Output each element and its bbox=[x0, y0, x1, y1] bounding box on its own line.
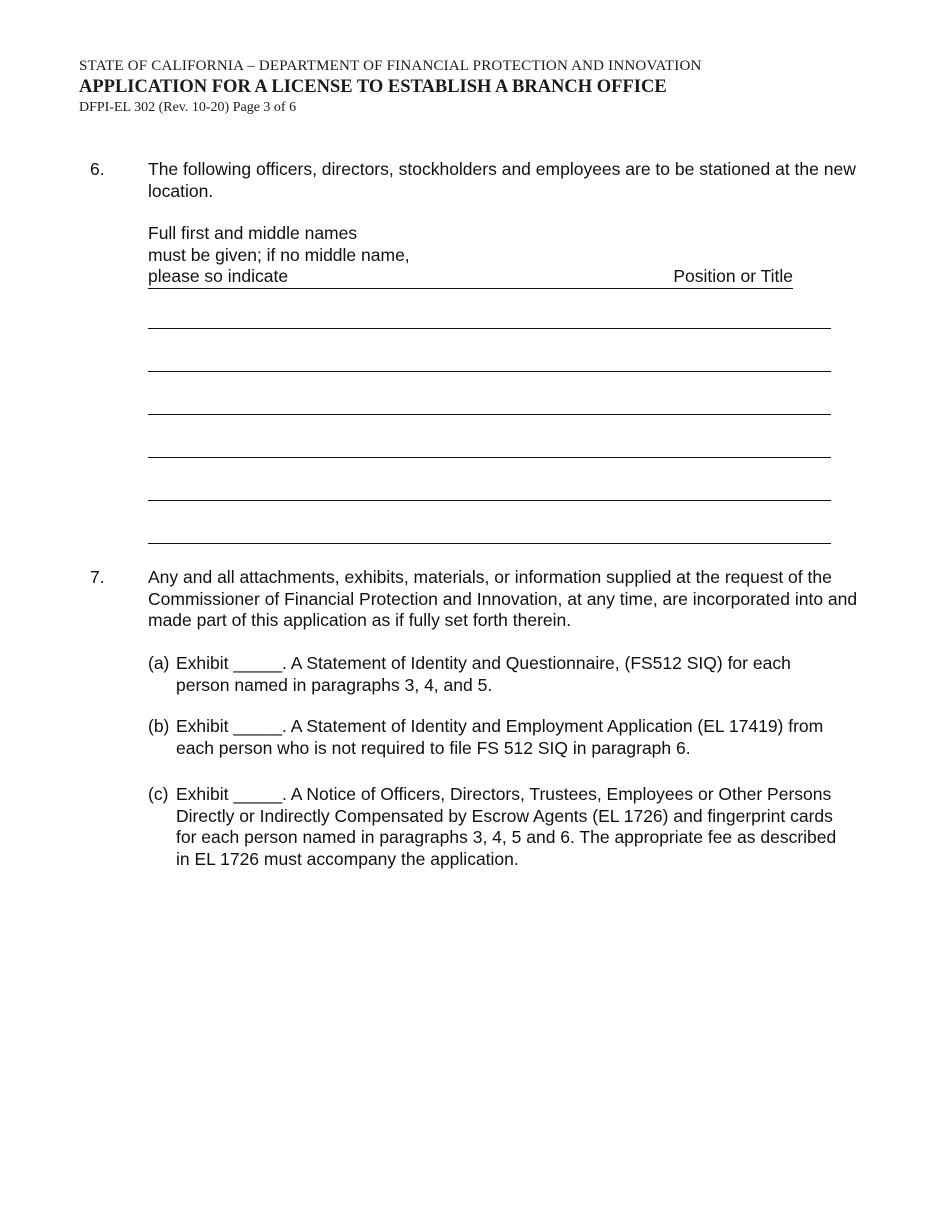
names-header-line-1: Full first and middle names bbox=[148, 223, 358, 243]
form-number: DFPI-EL 302 (Rev. 10-20) Page 3 of 6 bbox=[79, 100, 297, 115]
personnel-entry-line-5[interactable] bbox=[148, 500, 831, 501]
form-title: APPLICATION FOR A LICENSE TO ESTABLISH A BRANCH OFFICE bbox=[79, 77, 667, 97]
personnel-column-headers bbox=[148, 223, 793, 289]
item-7-number: 7. bbox=[90, 567, 105, 587]
personnel-entry-line-6[interactable] bbox=[148, 543, 831, 544]
item-6-text: The following officers, directors, stockholders and employees are to be stationed at the new location. bbox=[148, 159, 856, 201]
exhibit-c-label: (c) bbox=[148, 784, 169, 804]
exhibit-a-line-2: person named in paragraphs 3, 4, and 5. bbox=[176, 674, 493, 695]
exhibit-c-line-1: Exhibit _____. A Notice of Officers, Directors, Trustees, Employees or Other Persons bbox=[176, 784, 832, 804]
personnel-entry-line-2[interactable] bbox=[148, 371, 831, 372]
exhibit-b-label: (b) bbox=[148, 716, 170, 736]
exhibit-c bbox=[148, 784, 893, 870]
names-header-line-2: must be given; if no middle name, bbox=[148, 244, 410, 265]
exhibit-c-line-3: for each person named in paragraphs 3, 4, 5 and 6. The appropriate fee as described bbox=[176, 827, 837, 847]
exhibit-c-line-4: in EL 1726 must accompany the application. bbox=[176, 848, 519, 869]
item-6-number: 6. bbox=[90, 159, 105, 179]
exhibit-a-line-1: Exhibit _____. A Statement of Identity and Questionnaire, (FS512 SIQ) for each bbox=[176, 653, 791, 673]
names-header-line-3: please so indicate bbox=[148, 266, 289, 286]
page-header bbox=[79, 56, 702, 118]
personnel-entry-line-4[interactable] bbox=[148, 457, 831, 458]
exhibit-b bbox=[148, 716, 893, 759]
personnel-entry-line-3[interactable] bbox=[148, 414, 831, 415]
personnel-entry-line-1[interactable] bbox=[148, 328, 831, 329]
exhibit-b-line-1: Exhibit _____. A Statement of Identity and Employment Application (EL 17419) from bbox=[176, 716, 824, 736]
exhibit-a bbox=[148, 653, 893, 696]
exhibit-b-line-2: each person who is not required to file FS 512 SIQ in paragraph 6. bbox=[176, 737, 691, 758]
exhibit-a-label: (a) bbox=[148, 653, 170, 673]
agency-name: STATE OF CALIFORNIA – DEPARTMENT OF FINANCIAL PROTECTION AND INNOVATION bbox=[79, 58, 702, 74]
item-7-text: Any and all attachments, exhibits, materials, or information supplied at the request of the Commissioner of Financial Protection and Innovation, at any time, are incorporated into and made part of this application as if fully set forth therein. bbox=[148, 567, 858, 630]
exhibit-c-line-2: Directly or Indirectly Compensated by Escrow Agents (EL 1726) and fingerprint cards bbox=[176, 805, 833, 826]
position-header: Position or Title bbox=[673, 266, 793, 286]
